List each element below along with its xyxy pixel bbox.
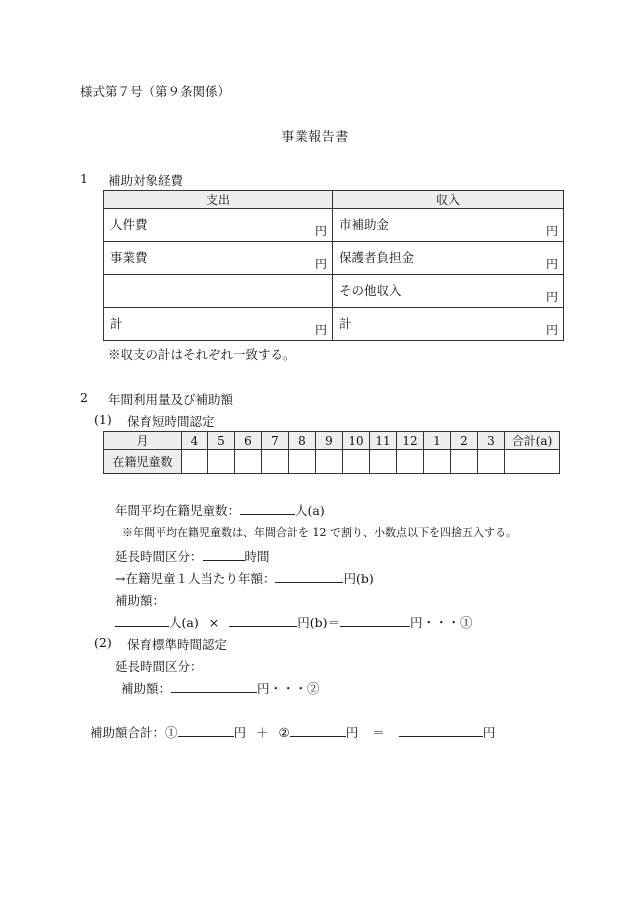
cell-label: 保護者負担金 <box>339 250 415 265</box>
avg-enrollment-blank[interactable] <box>240 502 295 515</box>
total-blank-3[interactable] <box>399 724 483 737</box>
month-cell: 10 <box>343 432 370 450</box>
cell-label: 市補助金 <box>339 217 390 232</box>
section2-title: 年間利用量及び補助額 <box>108 392 234 407</box>
plus-sign: ＋ <box>256 725 269 740</box>
month-cell: 4 <box>182 432 208 450</box>
calc-unit-result: 円・・・① <box>409 615 473 630</box>
ext-time-blank[interactable] <box>203 548 245 561</box>
avg-enrollment-label: 年間平均在籍児童数： <box>115 503 241 518</box>
month-cell: 7 <box>262 432 289 450</box>
enrollment-input-cell[interactable] <box>478 450 505 474</box>
subsidy2-unit: 円・・・② <box>257 681 320 696</box>
cell-label: 事業費 <box>110 250 148 265</box>
calc-a-blank[interactable] <box>115 614 169 627</box>
ext-time-label: 延長時間区分： <box>115 549 203 564</box>
total-unit-2: 円 <box>345 725 359 740</box>
avg-enrollment-note: ※年間平均在籍児童数は、年間合計を 12 で割り、小数点以下を四捨五入する。 <box>122 526 517 539</box>
month-cell: 9 <box>316 432 343 450</box>
sub1-number: (1) <box>94 412 112 427</box>
per-child-line <box>115 569 374 587</box>
yen-unit: 円 <box>314 323 327 337</box>
income-cell[interactable] <box>333 308 564 341</box>
income-cell[interactable] <box>333 275 564 308</box>
expense-cell[interactable] <box>104 308 333 341</box>
expense-cell[interactable] <box>104 242 333 275</box>
enrollment-row-label: 在籍児童数 <box>104 450 182 474</box>
enrollment-input-cell[interactable] <box>262 450 289 474</box>
sub1-title: 保育短時間認定 <box>127 414 215 429</box>
yen-unit: 円 <box>314 257 327 271</box>
month-cell: 1 <box>424 432 451 450</box>
equals-sign: ＝ <box>372 725 385 740</box>
enrollment-input-cell[interactable] <box>182 450 208 474</box>
table-row <box>104 450 560 474</box>
total-blank-1[interactable] <box>178 724 234 737</box>
table-row <box>104 308 564 341</box>
income-cell[interactable] <box>333 209 564 242</box>
month-cell: 3 <box>478 432 505 450</box>
enrollment-input-cell[interactable] <box>397 450 424 474</box>
enrollment-input-cell[interactable] <box>343 450 370 474</box>
yen-unit: 円 <box>545 257 558 271</box>
month-cell: 5 <box>208 432 235 450</box>
enrollment-input-cell[interactable] <box>370 450 397 474</box>
budget-table <box>103 190 564 341</box>
form-number: 様式第７号（第９条関係） <box>80 84 231 99</box>
month-cell: 6 <box>235 432 262 450</box>
per-child-blank[interactable] <box>275 570 343 583</box>
expense-cell[interactable] <box>104 209 333 242</box>
circle-two: ② <box>278 725 290 740</box>
enrollment-input-cell[interactable] <box>235 450 262 474</box>
calc-unit-b: 円(b)＝ <box>297 615 340 630</box>
avg-enrollment-unit: 人(a) <box>295 503 325 518</box>
month-header: 月 <box>104 432 182 450</box>
cell-label: 人件費 <box>110 217 148 232</box>
enrollment-input-cell[interactable] <box>424 450 451 474</box>
per-child-label: →在籍児童１人当たり年額： <box>115 571 276 586</box>
calc-unit-a: 人(a) <box>169 615 199 630</box>
subsidy2-label: 補助額： <box>121 681 172 696</box>
total-unit-3: 円 <box>482 725 496 740</box>
section2-number: 2 <box>80 390 88 405</box>
cell-label: 計 <box>339 316 352 331</box>
budget-note: ※収支の計はそれぞれ一致する。 <box>108 347 296 362</box>
yen-unit: 円 <box>545 224 558 238</box>
enrollment-input-cell[interactable] <box>316 450 343 474</box>
subsidy2-line <box>121 679 320 697</box>
enrollment-input-cell[interactable] <box>208 450 235 474</box>
times-sign: × <box>208 615 220 630</box>
month-cell: 11 <box>370 432 397 450</box>
enrollment-input-cell[interactable] <box>289 450 316 474</box>
enrollment-input-cell[interactable] <box>451 450 478 474</box>
subsidy1-label: 補助額： <box>115 593 166 608</box>
table-row <box>104 242 564 275</box>
income-cell[interactable] <box>333 242 564 275</box>
ext-time2-label: 延長時間区分： <box>115 659 203 674</box>
subsidy1-calc-line <box>115 613 472 631</box>
yen-unit: 円 <box>545 290 558 304</box>
month-cell: 8 <box>289 432 316 450</box>
section1-number: 1 <box>80 171 88 186</box>
enrollment-total-cell[interactable] <box>505 450 560 474</box>
month-cell: 2 <box>451 432 478 450</box>
ext-time-unit: 時間 <box>244 549 270 564</box>
month-cell: 12 <box>397 432 424 450</box>
expense-header: 支出 <box>104 191 333 209</box>
yen-unit: 円 <box>314 224 327 238</box>
monthly-enrollment-table <box>103 431 560 474</box>
sub2-number: (2) <box>94 635 112 650</box>
total-blank-2[interactable] <box>290 724 346 737</box>
expense-cell[interactable] <box>104 275 333 308</box>
subsidy2-blank[interactable] <box>171 680 257 693</box>
yen-unit: 円 <box>545 323 558 337</box>
ext-time-line <box>115 547 270 565</box>
income-header: 収入 <box>333 191 564 209</box>
table-row <box>104 209 564 242</box>
avg-enrollment-line <box>115 501 325 519</box>
per-child-unit: 円(b) <box>343 571 374 586</box>
total-unit-1: 円 <box>233 725 247 740</box>
sub2-title: 保育標準時間認定 <box>127 637 228 652</box>
total-label: 補助額合計：① <box>90 725 178 740</box>
section1-title: 補助対象経費 <box>108 173 184 188</box>
total-header: 合計(a) <box>505 432 560 450</box>
total-line <box>90 723 495 741</box>
calc-b-blank[interactable] <box>229 614 297 627</box>
cell-label: その他収入 <box>339 283 402 298</box>
cell-label: 計 <box>110 316 123 331</box>
table-row <box>104 275 564 308</box>
calc-result-blank[interactable] <box>340 614 410 627</box>
document-title: 事業報告書 <box>281 130 349 145</box>
